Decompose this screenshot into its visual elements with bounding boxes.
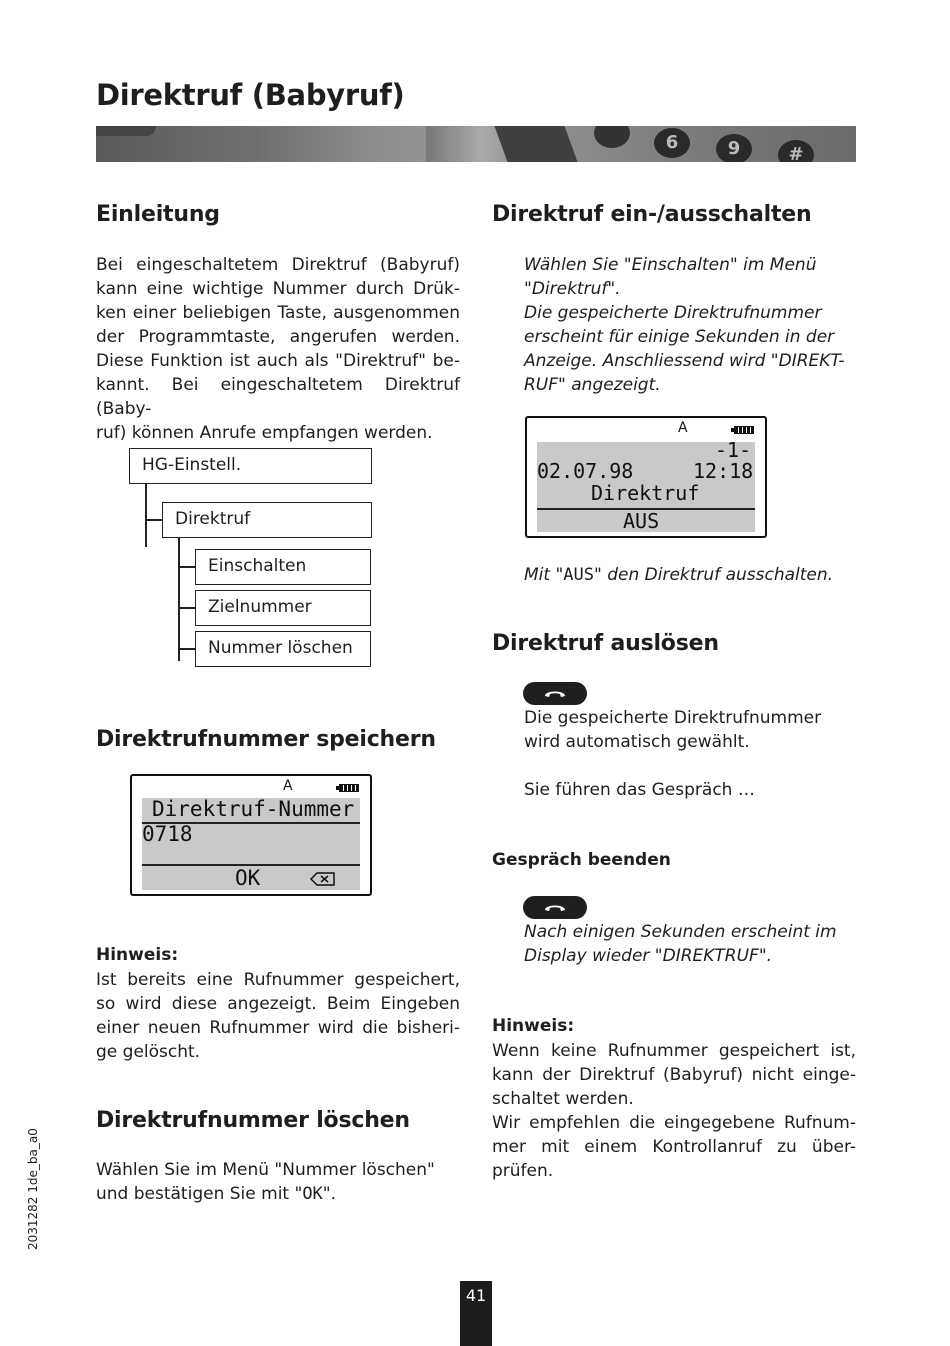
menu-root: HG-Einstell. <box>129 448 372 484</box>
toggle-caption: Mit "AUS" den Direktruf ausschalten. <box>524 565 834 585</box>
menu-zielnummer: Zielnummer <box>195 590 371 626</box>
menu-einschalten: Einschalten <box>195 549 371 585</box>
lcd-line1: -1- <box>715 438 752 462</box>
menu-nummer-loeschen: Nummer löschen <box>195 631 371 667</box>
save-note-text: Ist bereits eine Rufnummer gespeichert, so wird diese angezeigt. Beim Eingeben einer neuen Rufnummer wird die bisheri- ge gelöscht. <box>96 970 460 1062</box>
backspace-icon <box>310 872 336 886</box>
right-note-label: Hinweis: <box>492 1016 575 1036</box>
save-note-label: Hinweis: <box>96 945 179 965</box>
menu-direktruf: Direktruf <box>162 502 372 538</box>
toggle-heading: Direktruf ein-/ausschalten <box>492 202 812 227</box>
page-number: 41 <box>460 1281 492 1346</box>
key-6-icon: 6 <box>654 128 690 158</box>
trigger-heading: Direktruf auslösen <box>492 631 719 656</box>
right-note-text: Wenn keine Rufnummer gespeichert ist, kann der Direktruf (Babyruf) nicht einge- schaltet werden. Wir empfehlen die eingegebene Rufnum- mer mit einem Kontrollanruf zu über- prüfen. <box>492 1041 856 1181</box>
battery-icon <box>734 426 754 434</box>
trigger-text: Die gespeicherte Direktrufnummer wird automatisch gewählt. Sie führen das Gespräch … <box>524 708 822 800</box>
page-title: Direktruf (Babyruf) <box>96 78 405 112</box>
key-hash-icon: # <box>778 140 814 162</box>
handset-icon <box>543 687 567 699</box>
save-heading: Direktrufnummer speichern <box>96 727 436 752</box>
key-9-icon: 9 <box>716 134 752 162</box>
handset-button-end <box>523 896 587 919</box>
lcd-indicator: A <box>678 420 688 436</box>
lcd-display-direktruf <box>525 416 767 538</box>
end-heading: Gespräch beenden <box>492 850 671 870</box>
lcd-softkey-ok: OK <box>235 866 261 890</box>
toggle-text: Wählen Sie "Einschalten" im Menü "Direktruf". Die gespeicherte Direktrufnummer erscheint für einige Sekunden in der Anzeige. Anschliessend wird "DIREKT- RUF" angezeigt. <box>524 255 845 395</box>
lcd-time: 12:18 <box>693 459 754 483</box>
battery-icon <box>339 784 359 792</box>
lcd-softkey-aus: AUS <box>623 509 660 533</box>
lcd-indicator: A <box>283 778 293 794</box>
aus-key-label: AUS <box>563 565 594 585</box>
lcd-date: 02.07.98 <box>537 459 634 483</box>
intro-heading: Einleitung <box>96 202 220 227</box>
document-code: 2031282 1de_ba_a0 <box>26 1128 40 1250</box>
intro-text: Bei eingeschaltetem Direktruf (Babyruf) kann eine wichtige Nummer durch Drük- ken einer beliebigen Taste, ausgenommen der Programmtaste, angerufen werden. Diese Funktion ist auch als "Direktruf" be- kannt. Bei eingeschaltetem Direktruf (Baby- ruf) können Anrufe empfangen werden. <box>96 255 460 443</box>
lcd-number: 0718 <box>142 822 193 846</box>
keypad-banner-image <box>96 126 856 162</box>
ok-key-label: OK <box>302 1184 323 1204</box>
handset-icon <box>543 901 567 913</box>
end-text: Nach einigen Sekunden erscheint im Display wieder "DIREKTRUF". <box>524 922 837 966</box>
lcd-display-save <box>130 774 372 896</box>
lcd-title: Direktruf-Nummer <box>152 797 355 821</box>
handset-button <box>523 682 587 705</box>
lcd-mode: Direktruf <box>591 481 700 505</box>
delete-text: Wählen Sie im Menü "Nummer löschen" und bestätigen Sie mit "OK". <box>96 1160 435 1204</box>
delete-heading: Direktrufnummer löschen <box>96 1108 410 1133</box>
